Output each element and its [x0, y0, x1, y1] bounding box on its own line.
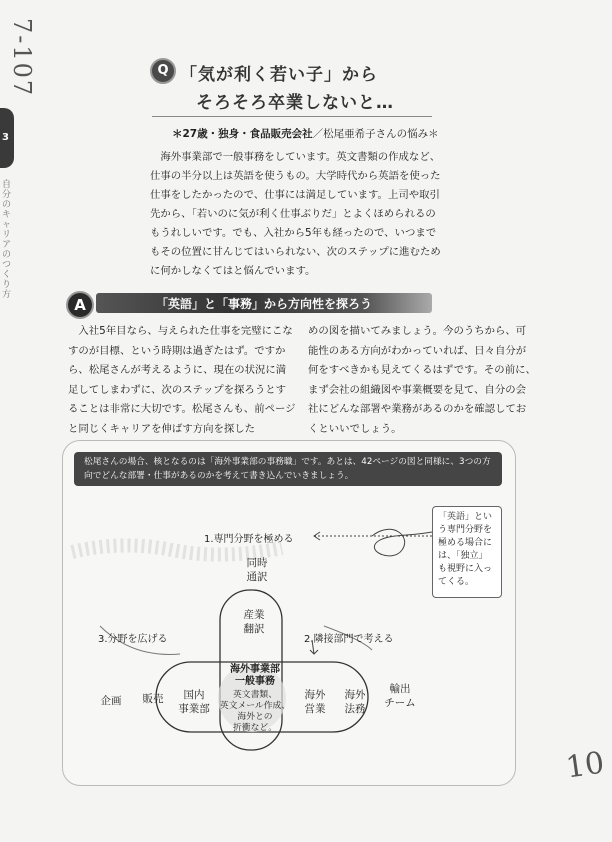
- direction2-label: 2.隣接部門で考える: [304, 634, 394, 645]
- box-export-team: 輸出 チーム: [384, 683, 416, 709]
- answer-column-left: 入社5年目なら、与えられた仕事を完璧にこなすのが目標、という時期は過ぎたはず。ですから、松尾さんが考えるように、現在の状況に満足してしまわずに、次のステップを探ろうとすることは非常に大切です。松尾さんも、前ページと同じくキャリアを伸ばす方向を探した: [68, 325, 296, 435]
- box-overseas-legal: 海外 法務: [344, 689, 366, 715]
- question-title-line1: 「気が利く若い子」から: [180, 65, 378, 85]
- question-body-text: 海外事業部で一般事務をしています。英文書類の作成など、仕事の半分以上は英語を使うもの。大学時代から英語を使った仕事をしたかったので、仕事には満足しています。上司や取引先から、「若いのに気が利く仕事ぶりだ」とよくほめられるのもうれしいです。でも、入社から5年も経ったので、いつまでもその位置に甘んじてはいられない、次のステップに進むために何かしなくてはと悩んでいます。: [150, 151, 441, 277]
- profile-name: ／松尾亜希子さんの悩み＊: [312, 128, 439, 140]
- question-body: [150, 148, 442, 281]
- box-planning: 企画: [100, 695, 122, 707]
- question-profile: [172, 126, 439, 141]
- box-industrial-translation: 産業 翻訳: [243, 609, 265, 635]
- question-title-line2: そろそろ卒業しないと…: [196, 93, 394, 113]
- box-domestic-division: 国内 事業部: [178, 689, 210, 715]
- core-title: 海外事業部 一般事務: [230, 664, 280, 687]
- direction3-label: 3.分野を広げる: [98, 634, 168, 645]
- chapter-side-text: 自分のキャリアのつくり方: [2, 180, 12, 300]
- title-divider: [152, 116, 432, 117]
- box-simultaneous-interpretation: 同時 通訳: [246, 557, 268, 583]
- answer-title: 「英語」と「事務」から方向性を探ろう: [155, 297, 372, 311]
- direction1-label: 1.専門分野を極める: [204, 534, 294, 545]
- handwritten-page-ref: 7-107: [8, 18, 36, 98]
- core-detail: 英文書類、 英文メール作成、 海外との 折衝など。: [219, 690, 291, 733]
- decor-band: [72, 545, 282, 554]
- handwritten-page-number: 10: [563, 745, 607, 786]
- answer-badge-icon: A: [66, 291, 94, 319]
- box-overseas-sales: 海外 営業: [304, 689, 326, 715]
- profile-text: ＊27歳・独身・食品販売会社: [172, 128, 313, 140]
- side-note: 「英語」という専門分野を極める場合には、「独立」も視野に入ってくる。: [432, 506, 502, 598]
- note-connector-curve: [372, 529, 432, 556]
- chapter-number: 3: [2, 132, 9, 143]
- chapter-tab: [0, 108, 14, 168]
- question-badge-icon: Q: [150, 58, 176, 84]
- diagram-caption: 松尾さんの場合、核となるのは「海外事業部の事務職」です。あとは、42ページの図と同様に、3つの方向でどんな部署・仕事があるのかを考えて書き込んでいきましょう。: [84, 457, 491, 481]
- answer-column-right: めの図を描いてみましょう。今のうちから、可能性のある方向がわかっていれば、日々自分が何をすべきかも見えてくるはずです。その前に、まず会社の組織図や事業概要を見て、自分の会社にどんな部署や業務があるのかを確認しておくといいでしょう。: [308, 325, 536, 435]
- box-sales: 販売: [142, 693, 164, 705]
